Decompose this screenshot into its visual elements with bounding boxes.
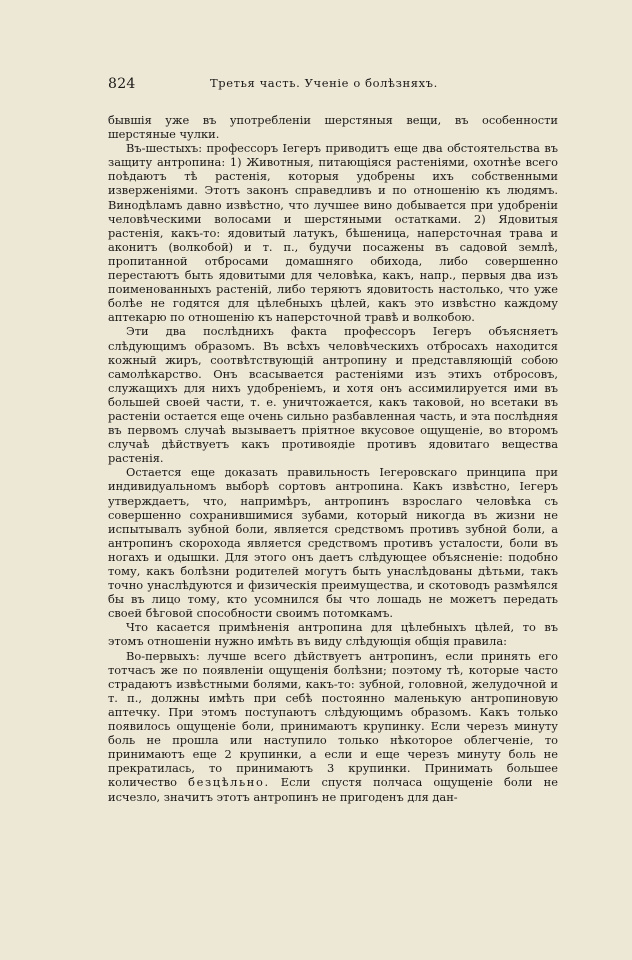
paragraph — [108, 649, 558, 804]
paragraph: Остается еще доказать правильность Iегеровскаго принципа при индивидуальномъ выборѣ сортовъ антропина. Какъ извѣстно, Iегеръ утверждаетъ, что, напримѣръ, антропинъ взрослаго человѣка съ совершенно сохранившимися зубами, который никогда въ жизни не испытывалъ зубной боли, является средствомъ противъ зубной боли, а антропинъ скорохода является средствомъ противъ усталости, боли въ ногахъ и одышки. Для этого онъ даетъ слѣдующее объясненіе: подобно тому, какъ болѣзни родителей могутъ быть унаслѣдованы дѣтьми, такъ точно унаслѣдуются и физическія преимущества, и скотоводъ размѣялся бы въ лицо тому, кто усомнился бы что лошадь не можетъ передать своей бѣговой способности своимъ потомкамъ. — [108, 465, 558, 621]
paragraph: бывшія уже въ употребленіи шерстяныя вещи, въ особенности шерстяные чулки. — [108, 113, 558, 142]
paragraph-text: Если спустя полчаса ощущеніе боли не исчезло, значитъ этотъ антропинъ не пригоденъ для дан- — [108, 775, 558, 804]
page-body — [108, 113, 558, 804]
emphasized-text: безцѣльно. — [188, 775, 270, 790]
paragraph-text: Во-первыхъ: лучше всего дѣйствуетъ антропинъ, если принять его тотчасъ же по появленіи ощущенія болѣзни; поэтому тѣ, которые часто страдаютъ извѣстными болями, какъ-то: зубной, головной, желудочной и т. п., должны имѣть при себѣ постоянно маленькую антропиновую аптечку. При этомъ поступаютъ слѣдующимъ образомъ. Какъ только появилось ощущеніе боли, принимаютъ крупинку. Если черезъ минуту боль не прошла или наступило только нѣкоторое облегченіе, то принимаютъ еще 2 крупинки, а если и еще черезъ минуту боль не прекратилась, то принимаютъ 3 крупинки. Принимать большее количество — [108, 648, 558, 790]
running-title: Третья часть. Ученіе о болѣзняхъ. — [210, 76, 438, 90]
paragraph: Эти два послѣднихъ факта профессоръ Iегеръ объясняетъ слѣдующимъ образомъ. Въ всѣхъ человѣческихъ отбросахъ находится кожный жиръ, соотвѣтствующій антропину и представляющій собою самолѣкарство. Онъ всасывается растеніями изъ этихъ отбросовъ, служащихъ для нихъ удобреніемъ, и хотя онъ ассимилируется ими въ большей своей части, т. е. уничтожается, какъ таковой, но всетаки въ растеніи остается еще очень сильно разбавленная часть, и эта послѣдняя въ первомъ случаѣ вызываетъ пріятное вкусовое ощущеніе, во второмъ случаѣ дѣйствуетъ какъ противоядіе противъ ядовитаго вещества растенія. — [108, 324, 559, 466]
paragraph: Въ-шестыхъ: профессоръ Iегеръ приводитъ еще два обстоятельства въ защиту антропина: 1) Животныя, питающіяся растеніями, охотнѣе всего поѣдаютъ тѣ растенія, которыя удобрены ихъ собственными изверженіями. Этотъ законъ справедливъ и по отношенію къ людямъ. Винодѣламъ давно извѣстно, что лучшее вино добывается при удобреніи человѣческими волосами и шерстяными остатками. 2) Ядовитыя растенія, какъ-то: ядовитый латукъ, бѣшеница, наперсточная трава и аконитъ (волкобой) и т. п., будучи посажены въ садовой землѣ, пропитанной отбросами домашняго обихода, либо совершенно перестаютъ быть ядовитыми для человѣка, какъ, напр., первыя два изъ поименованныхъ растеній, либо теряютъ ядовитость настолько, что уже болѣе не годятся для цѣлебныхъ цѣлей, какъ это извѣстно каждому аптекарю по отношенію къ наперсточной травѣ и волкобою. — [108, 141, 558, 325]
paragraph: Что касается примѣненія антропина для цѣлебныхъ цѣлей, то въ этомъ отношеніи нужно имѣть въ виду слѣдующія общія правила: — [108, 620, 558, 649]
page-number: 824 — [108, 76, 136, 92]
